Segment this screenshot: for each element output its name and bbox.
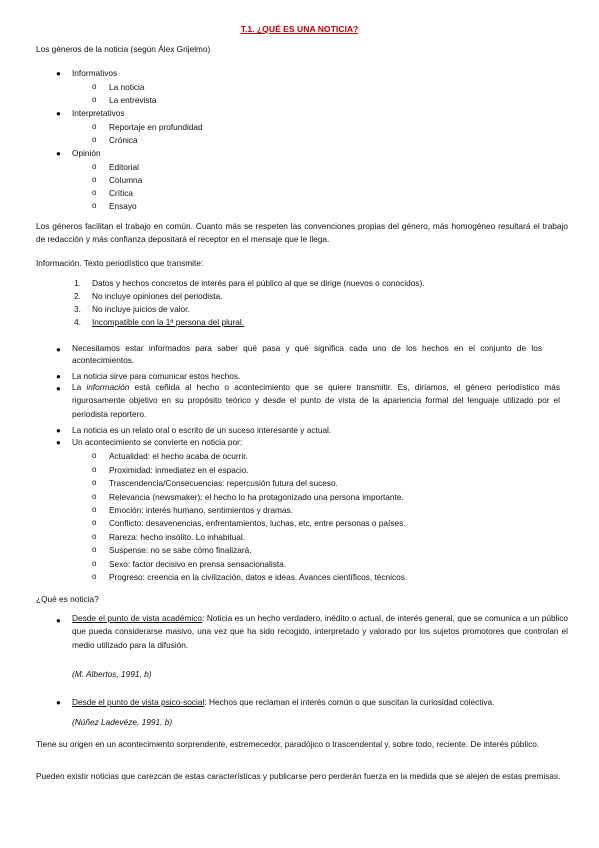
criterio-item: Relevancia (newsmaker): el hecho lo ha protagonizado una persona importante. bbox=[109, 492, 404, 502]
circle-bullet-icon: o bbox=[92, 532, 97, 541]
bullet-icon: ● bbox=[56, 698, 61, 707]
list-number: 2. bbox=[74, 291, 81, 301]
informacion-item: No incluye opiniones del periodista. bbox=[92, 291, 223, 301]
informacion-item: Datos y hechos concretos de interés para el público al que se dirige (nuevos o conocidos). bbox=[92, 278, 425, 288]
circle-bullet-icon: o bbox=[92, 545, 97, 554]
circle-bullet-icon: o bbox=[92, 175, 97, 184]
genre-item: La entrevista bbox=[109, 95, 157, 105]
que-es-heading: ¿Qué es noticia? bbox=[36, 594, 99, 604]
emphasis-informacion: información bbox=[86, 382, 130, 392]
circle-bullet-icon: o bbox=[92, 95, 97, 104]
bullet-text-part: La bbox=[72, 382, 87, 392]
circle-bullet-icon: o bbox=[92, 478, 97, 487]
academico-label: Desde el punto de vista académico bbox=[72, 613, 203, 623]
bullet-icon: ● bbox=[56, 109, 61, 118]
list-number: 1. bbox=[74, 278, 81, 288]
genre-group: Informativos bbox=[72, 68, 118, 78]
circle-bullet-icon: o bbox=[92, 465, 97, 474]
bullet-icon: ● bbox=[56, 149, 61, 158]
genre-item: Crítica bbox=[109, 188, 133, 198]
bullet-text: La noticia es un relato oral o escrito de un suceso interesante y actual. bbox=[72, 425, 332, 435]
criterio-item: Trascendencia/Consecuencias: repercusión futura del suceso. bbox=[109, 478, 338, 488]
bullet-icon: ● bbox=[56, 372, 61, 381]
bullet-icon: ● bbox=[56, 69, 61, 78]
circle-bullet-icon: o bbox=[92, 572, 97, 581]
circle-bullet-icon: o bbox=[92, 135, 97, 144]
bullet-icon: ● bbox=[56, 345, 61, 354]
circle-bullet-icon: o bbox=[92, 122, 97, 131]
genre-group: Opinión bbox=[72, 148, 101, 158]
criterio-item: Actualidad: el hecho acaba de ocurrir. bbox=[109, 451, 248, 461]
informacion-item: Incompatible con la 1ª persona del plural. bbox=[92, 317, 245, 327]
bullet-text-informacion bbox=[72, 381, 560, 421]
criterio-item: Sexo: factor decisivo en prensa sensacionalista. bbox=[109, 559, 287, 569]
list-number: 3. bbox=[74, 304, 81, 314]
bullet-icon: ● bbox=[56, 438, 61, 447]
circle-bullet-icon: o bbox=[92, 188, 97, 197]
bullet-icon: ● bbox=[56, 384, 61, 393]
psico-definition bbox=[72, 697, 494, 707]
genres-heading: Los géneros de la noticia (según Álex Grijelmo) bbox=[36, 44, 211, 54]
premisas-paragraph: Pueden existir noticias que carezcan de estas características y publicarse pero perderán fuerza en la medida que se alejen de estas premisas. bbox=[36, 771, 561, 781]
citation: (Núñez Ladevéze, 1991, b) bbox=[72, 717, 173, 727]
genre-item: La noticia bbox=[109, 82, 145, 92]
citation: (M. Albertos, 1991, b) bbox=[72, 669, 152, 679]
genre-item: Columna bbox=[109, 175, 143, 185]
bullet-text: La noticia sirve para comunicar estos hechos. bbox=[72, 371, 241, 381]
genre-item: Ensayo bbox=[109, 201, 137, 211]
criterio-item: Conflicto: desavenencias, enfrentamientos, luchas, etc, entre personas o países. bbox=[109, 518, 406, 528]
criterio-item: Proximidad: inmediatez en el espacio. bbox=[109, 465, 249, 475]
genre-group: Interpretativos bbox=[72, 108, 125, 118]
circle-bullet-icon: o bbox=[92, 559, 97, 568]
psico-text: : Hechos que reclaman el interés común o que suscitan la curiosidad colectiva. bbox=[204, 697, 495, 707]
informacion-heading: Información. Texto periodístico que transmite: bbox=[36, 258, 204, 268]
criterio-item: Progreso: creencia en la civilización, datos e ideas. Avances científicos, técnicos. bbox=[109, 572, 408, 582]
academico-text: : Noticia es un hecho verdadero, inédito o actual, de interés general, que se comunica a un público que pueda considerarse masivo, una vez que ha sido recogido, interpretado y valorado por los sujetos promotores que controlan el medio utilizado para la difusión. bbox=[72, 613, 569, 650]
genre-item: Crónica bbox=[109, 135, 138, 145]
circle-bullet-icon: o bbox=[92, 492, 97, 501]
bullet-text-part: está ceñida al hecho o acontecimiento que se quiere transmitir. Es, diríamos, el género periodístico más rigurosamente objetivo en su propósito teórico y desde el punto de vista de la apariencia formal del lenguaje utilizado por el periodista reportero. bbox=[72, 382, 560, 419]
genre-item: Reportaje en profundidad bbox=[109, 122, 203, 132]
genre-item: Editorial bbox=[109, 162, 139, 172]
criterio-item: Rareza: hecho insólito. Lo inhabitual. bbox=[109, 532, 246, 542]
informacion-item: No incluye juicios de valor. bbox=[92, 304, 190, 314]
circle-bullet-icon: o bbox=[92, 518, 97, 527]
bullet-text: Necesitamos estar informados para saber qué pasa y qué significa cada uno de los hechos en el conjunto de los acontecimientos. bbox=[72, 343, 542, 366]
origen-paragraph: Tiene su origen en un acontecimiento sorprendente, estremecedor, paradójico o trascendental y, sobre todo, reciente. De interés público. bbox=[36, 739, 540, 749]
bullet-text: Un acontecimiento se convierte en noticia por: bbox=[72, 437, 243, 447]
criterio-item: Emoción: interés humano, sentimientos y dramas. bbox=[109, 505, 293, 515]
circle-bullet-icon: o bbox=[92, 505, 97, 514]
genres-paragraph: Los géneros facilitan el trabajo en común. Cuanto más se respeten las convenciones propias del género, más homogéneo resultará el trabajo de redacción y más confianza depositará el receptor en el mensaje que le llega. bbox=[36, 221, 568, 245]
bullet-icon: ● bbox=[56, 616, 61, 625]
circle-bullet-icon: o bbox=[92, 162, 97, 171]
bullet-icon: ● bbox=[56, 426, 61, 435]
criterio-item: Suspense: no se sabe cómo finalizará. bbox=[109, 545, 252, 555]
circle-bullet-icon: o bbox=[92, 82, 97, 91]
circle-bullet-icon: o bbox=[92, 201, 97, 210]
list-number: 4. bbox=[74, 317, 81, 327]
academico-definition bbox=[72, 612, 568, 652]
psico-label: Desde el punto de vista psico-social bbox=[72, 697, 205, 707]
circle-bullet-icon: o bbox=[92, 451, 97, 460]
page-title: T.1. ¿QUÉ ES UNA NOTICIA? bbox=[240, 24, 359, 34]
